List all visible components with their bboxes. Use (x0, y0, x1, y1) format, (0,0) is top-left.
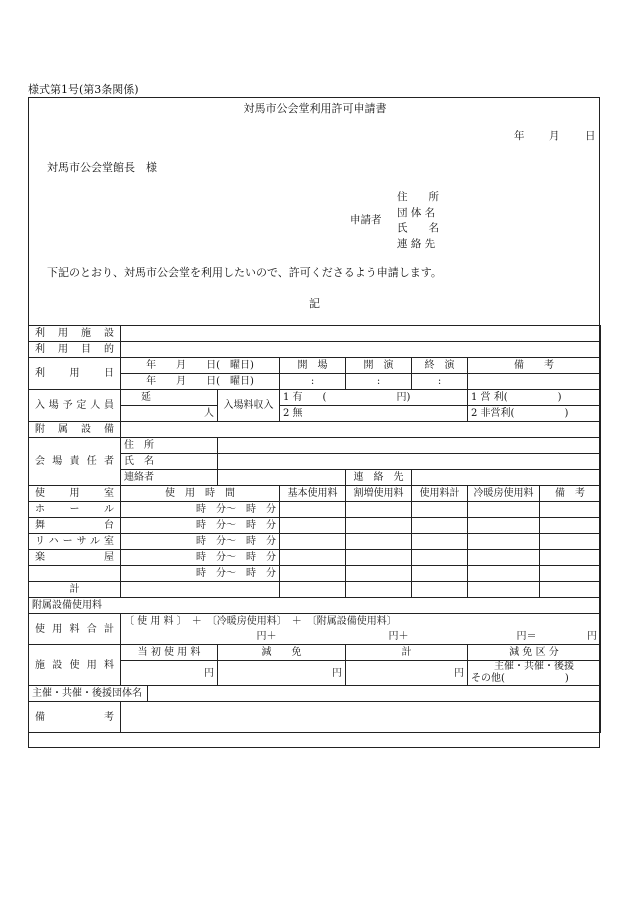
usage-cell[interactable] (280, 534, 346, 550)
usage-cell[interactable] (468, 566, 540, 582)
fee-total-label: 使用料合計 (29, 614, 121, 645)
usage-header-basic: 基本使用料 (280, 486, 346, 502)
usage-header-room: 使 用 室 (29, 486, 121, 502)
usage-cell[interactable] (346, 502, 412, 518)
fee-total-c[interactable]: 円＝ (412, 629, 540, 645)
contact-label: 連 絡 先 (346, 470, 412, 486)
application-form (28, 97, 600, 748)
applicant-label: 申請者 (350, 214, 382, 226)
usage-cell[interactable] (468, 502, 540, 518)
manager-label: 会場責任者 (29, 438, 121, 486)
open-header: 開 場 (280, 358, 346, 374)
usage-time-field[interactable]: 時 分～ 時 分 (121, 534, 280, 550)
fee-total-formula: 〔 使 用 料 〕 ＋ 〔冷暖房使用料〕 ＋ 〔附属設備使用料〕 (121, 614, 601, 630)
usage-total-cell[interactable] (412, 582, 468, 598)
nonprofit-option[interactable]: 2 非営利( ) (468, 406, 601, 422)
intro-text: 下記のとおり、対馬市公会堂を利用したいので、許可くださるよう申請します。 (47, 266, 442, 279)
usage-time-field[interactable]: 時 分～ 時 分 (121, 566, 280, 582)
usage-room-greenroom: 楽 屋 (29, 550, 121, 566)
open-time-field[interactable]: : (280, 374, 346, 390)
date-day: 日 (585, 130, 596, 142)
end-header: 終 演 (412, 358, 468, 374)
start-time-field[interactable]: : (346, 374, 412, 390)
usage-cell[interactable] (412, 534, 468, 550)
form-title: 対馬市公会堂利用許可申請書 (243, 102, 387, 115)
fee-income-no[interactable]: 2 無 (280, 406, 468, 422)
date-year: 年 (514, 130, 525, 142)
fee-total-b[interactable]: 円＋ (280, 629, 412, 645)
use-date-label: 利用日 (29, 358, 121, 390)
usage-header-remarks: 備 考 (540, 486, 601, 502)
end-time-field[interactable]: : (412, 374, 468, 390)
fee-total-a[interactable]: 円＋ (121, 629, 280, 645)
attendees-label: 入場予定人員 (29, 390, 121, 422)
usage-room-rehearsal: リハーサル室 (29, 534, 121, 550)
attendees-nobe: 延 (121, 390, 218, 406)
manager-name-field[interactable] (218, 454, 601, 470)
usage-cell[interactable] (346, 550, 412, 566)
attendees-nin: 人 (121, 406, 218, 422)
fee-income-label: 入場料収入 (218, 390, 280, 422)
usage-cell[interactable] (468, 518, 540, 534)
manager-name-label: 氏 名 (121, 454, 218, 470)
purpose-field[interactable] (121, 342, 601, 358)
usage-time-field[interactable]: 時 分～ 時 分 (121, 550, 280, 566)
usage-total-cell[interactable] (468, 582, 540, 598)
usage-total-cell[interactable] (346, 582, 412, 598)
usage-header-aircon: 冷暖房使用料 (468, 486, 540, 502)
usage-header-subtotal: 使用料計 (412, 486, 468, 502)
fee-total-d[interactable]: 円 (540, 629, 601, 645)
start-header: 開 演 (346, 358, 412, 374)
contact-field[interactable] (412, 470, 601, 486)
equipment-fee-label: 附属設備使用料 (29, 598, 601, 614)
reduction-category-field[interactable] (468, 661, 601, 686)
organizer-label: 主催・共催・後援団体名 (29, 686, 148, 702)
usage-room-stage: 舞 台 (29, 518, 121, 534)
usage-cell[interactable] (540, 502, 601, 518)
facility-fee-label: 施設使用料 (29, 645, 121, 686)
equipment-label: 附属設備 (29, 422, 121, 438)
initial-fee-field[interactable]: 円 (121, 661, 218, 686)
usage-cell[interactable] (540, 566, 601, 582)
usage-cell[interactable] (412, 550, 468, 566)
other-option[interactable]: その他( ) (471, 673, 569, 684)
profit-option[interactable]: 1 営 利( ) (468, 390, 601, 406)
form-number-label: 様式第1号(第3条関係) (28, 83, 139, 96)
sponsor-option[interactable]: 主催・共催・後援 (494, 661, 574, 672)
usage-header-time: 使 用 時 間 (121, 486, 280, 502)
usage-cell[interactable] (280, 550, 346, 566)
manager-address-label: 住 所 (121, 438, 218, 454)
facility-label: 利用施設 (29, 326, 121, 342)
usage-cell[interactable] (280, 566, 346, 582)
date-month: 月 (549, 130, 560, 142)
purpose-label: 利用目的 (29, 342, 121, 358)
applicant-name-label: 氏 名 (397, 222, 439, 234)
organizer-field[interactable] (148, 686, 601, 702)
usage-cell[interactable] (412, 566, 468, 582)
usage-cell[interactable] (540, 534, 601, 550)
facility-total-field[interactable]: 円 (346, 661, 468, 686)
usage-total-time[interactable] (121, 582, 280, 598)
usage-time-field[interactable]: 時 分～ 時 分 (121, 518, 280, 534)
remarks-notes-field[interactable] (121, 702, 601, 733)
usage-cell[interactable] (540, 518, 601, 534)
reduction-field[interactable]: 円 (218, 661, 346, 686)
usage-cell[interactable] (412, 502, 468, 518)
usage-cell[interactable] (346, 566, 412, 582)
facility-field[interactable] (121, 326, 601, 342)
remarks-field[interactable] (468, 374, 601, 390)
application-table (28, 325, 601, 733)
reduction-category-header: 減 免 区 分 (468, 645, 601, 661)
usage-cell[interactable] (280, 518, 346, 534)
fee-income-yes[interactable]: 1 有 ( 円) (280, 390, 468, 406)
applicant-contact-label: 連 絡 先 (397, 238, 436, 250)
usage-cell[interactable] (540, 550, 601, 566)
usage-room-blank[interactable] (29, 566, 121, 582)
reduction-header: 減 免 (218, 645, 346, 661)
initial-fee-header: 当 初 使 用 料 (121, 645, 218, 661)
usage-cell[interactable] (468, 534, 540, 550)
use-date-field-1[interactable]: 年 月 日( 曜日) (121, 358, 280, 374)
applicant-org-label: 団 体 名 (397, 207, 436, 219)
usage-cell[interactable] (346, 518, 412, 534)
usage-time-field[interactable]: 時 分～ 時 分 (121, 502, 280, 518)
usage-cell[interactable] (346, 534, 412, 550)
remarks-header: 備 考 (468, 358, 601, 374)
usage-room-hall: ホ ー ル (29, 502, 121, 518)
usage-cell[interactable] (412, 518, 468, 534)
usage-cell[interactable] (468, 550, 540, 566)
use-date-field-2[interactable]: 年 月 日( 曜日) (121, 374, 280, 390)
usage-total-cell[interactable] (540, 582, 601, 598)
contact-person-field[interactable] (218, 470, 346, 486)
usage-total-label: 計 (29, 582, 121, 598)
applicant-address-label: 住 所 (397, 191, 439, 203)
usage-header-extra: 割増使用料 (346, 486, 412, 502)
facility-total-header: 計 (346, 645, 468, 661)
usage-total-cell[interactable] (280, 582, 346, 598)
manager-address-field[interactable] (218, 438, 601, 454)
contact-person-label: 連絡者 (121, 470, 218, 486)
addressee: 対馬市公会堂館長 様 (47, 161, 157, 174)
remarks-label: 備 考 (29, 702, 121, 733)
usage-cell[interactable] (280, 502, 346, 518)
equipment-field[interactable] (121, 422, 601, 438)
ki-heading: 記 (309, 297, 320, 310)
